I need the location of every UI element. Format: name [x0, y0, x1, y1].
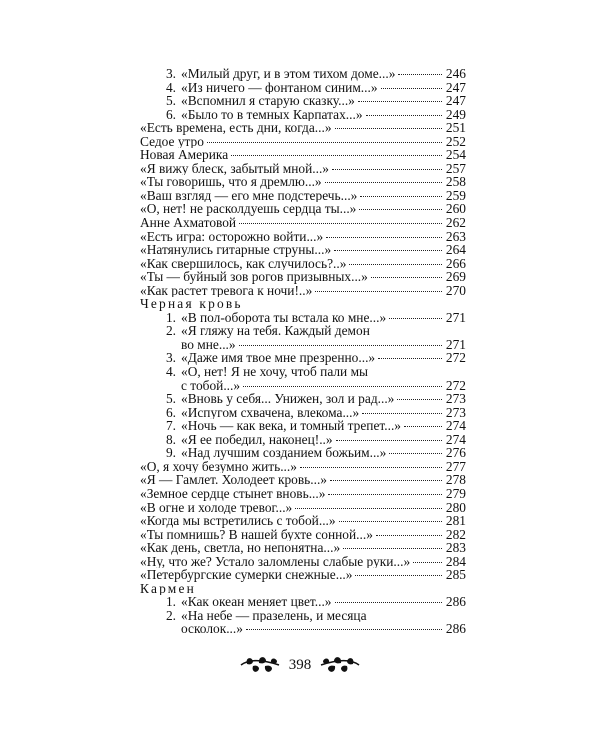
toc-entry — [140, 230, 466, 244]
entry-number: 7. — [165, 418, 176, 434]
entry-title: Седое утро — [140, 134, 204, 149]
entry-page: 263 — [445, 228, 466, 244]
entry-title: с тобой...» — [181, 378, 241, 393]
dot-leader — [381, 88, 442, 89]
entry-number: 1. — [165, 309, 176, 325]
toc-entry — [140, 135, 466, 149]
section-heading — [140, 582, 466, 596]
toc-entry — [140, 284, 466, 298]
entry-title: «На небе — празелень, и месяца — [181, 608, 367, 623]
entry-number: 9. — [165, 445, 176, 461]
entry-page: 258 — [445, 174, 466, 190]
entry-title: «Петербургские сумерки снежные...» — [140, 568, 353, 582]
toc-entry — [140, 487, 466, 501]
dot-leader — [336, 440, 442, 441]
entry-page: 266 — [445, 255, 466, 271]
entry-page: 269 — [445, 269, 466, 285]
dot-leader — [398, 74, 442, 75]
dot-leader — [330, 480, 442, 481]
dot-leader — [239, 345, 442, 346]
entry-page: 286 — [445, 621, 466, 637]
dot-leader — [349, 264, 442, 265]
toc-entry — [140, 108, 466, 122]
entry-page: 247 — [445, 79, 466, 95]
entry-page: 270 — [445, 282, 466, 298]
section-title: Кармен — [140, 581, 196, 596]
toc-entry — [140, 338, 466, 352]
toc-entry — [140, 541, 466, 555]
section-heading — [140, 297, 466, 311]
entry-page: 259 — [445, 187, 466, 203]
toc-entry — [140, 81, 466, 95]
dot-leader — [207, 142, 442, 143]
dot-leader — [355, 575, 442, 576]
entry-number: 6. — [165, 404, 176, 420]
entry-page: 282 — [445, 526, 466, 542]
toc-entry — [140, 392, 466, 406]
toc-entry — [140, 568, 466, 582]
entry-page: 276 — [445, 445, 466, 461]
entry-page: 279 — [445, 485, 466, 501]
entry-page: 271 — [445, 336, 466, 352]
dot-leader — [315, 291, 442, 292]
entry-page: 257 — [445, 160, 466, 176]
toc-entry — [140, 446, 466, 460]
toc-entry — [140, 189, 466, 203]
entry-page: 262 — [445, 215, 466, 231]
entry-number: 4. — [165, 364, 176, 380]
entry-number: 3. — [165, 66, 176, 81]
entry-title: «Вновь у себя... Унижен, зол и рад...» — [181, 392, 395, 406]
leaf-ornament-icon — [319, 655, 361, 675]
toc-entry — [140, 595, 466, 609]
entry-page: 254 — [445, 147, 466, 163]
dot-leader — [325, 182, 442, 183]
dot-leader — [366, 115, 442, 116]
toc-entry — [140, 351, 466, 365]
dot-leader — [334, 250, 442, 251]
entry-title: «Испугом схвачена, влекома...» — [181, 405, 360, 420]
entry-title: «Я гляжу на тебя. Каждый демон — [181, 324, 370, 338]
entry-title: «Как растет тревога к ночи!..» — [140, 283, 313, 298]
entry-page: 260 — [445, 201, 466, 217]
toc-entry — [140, 311, 466, 325]
toc-entry — [140, 528, 466, 542]
entry-title: «Ваш взгляд — его мне подстеречь...» — [140, 188, 358, 203]
entry-page: 247 — [445, 93, 466, 109]
entry-title: «Из ничего — фонтаном синим...» — [181, 80, 378, 95]
section-title: Черная кровь — [140, 297, 243, 311]
entry-title: «Милый друг, и в этом тихом доме...» — [181, 67, 396, 81]
dot-leader — [239, 223, 442, 224]
entry-title: «О, нет! Я не хочу, чтоб пали мы — [181, 365, 369, 379]
entry-number: 6. — [165, 106, 176, 122]
dot-leader — [359, 209, 442, 210]
entry-number: 4. — [165, 79, 176, 95]
entry-page: 280 — [445, 499, 466, 515]
entry-title: «Ты помнишь? В нашей бухте сонной...» — [140, 527, 373, 542]
toc-entry — [140, 324, 466, 338]
dot-leader — [335, 128, 442, 129]
entry-title: «Натянулись гитарные струны...» — [140, 243, 332, 257]
table-of-contents — [140, 67, 466, 636]
dot-leader — [376, 535, 442, 536]
entry-number: 2. — [165, 323, 176, 339]
dot-leader — [326, 237, 442, 238]
entry-title: «Я вижу блеск, забытый мной...» — [140, 161, 329, 176]
toc-entry — [140, 175, 466, 189]
toc-entry — [140, 406, 466, 420]
entry-page: 271 — [445, 309, 466, 325]
entry-number: 1. — [165, 594, 176, 610]
entry-title: «Когда мы встретились с тобой...» — [140, 514, 336, 528]
toc-entry — [140, 460, 466, 474]
entry-title: «Как свершилось, как случилось?..» — [140, 256, 347, 271]
entry-page: 286 — [445, 594, 466, 610]
entry-number: 5. — [165, 391, 176, 407]
entry-number: 2. — [165, 607, 176, 623]
toc-entry — [140, 67, 466, 81]
toc-entry — [140, 94, 466, 108]
dot-leader — [343, 548, 442, 549]
entry-title: «Есть игра: осторожно войти...» — [140, 229, 324, 244]
entry-title: Анне Ахматовой — [140, 216, 237, 230]
entry-number: 5. — [165, 93, 176, 109]
dot-leader — [300, 467, 442, 468]
entry-page: 272 — [445, 377, 466, 393]
toc-entry — [140, 622, 466, 636]
entry-page: 252 — [445, 133, 466, 149]
dot-leader — [339, 521, 442, 522]
toc-entry — [140, 609, 466, 623]
dot-leader — [360, 196, 442, 197]
dot-leader — [397, 399, 442, 400]
entry-title: «Было то в темных Карпатах...» — [181, 107, 363, 122]
entry-number: 8. — [165, 431, 176, 447]
page-footer — [0, 650, 600, 680]
entry-title: «Вспомнил я старую сказку...» — [181, 94, 355, 108]
dot-leader — [335, 602, 443, 603]
dot-leader — [332, 169, 442, 170]
dot-leader — [362, 413, 442, 414]
toc-entry — [140, 202, 466, 216]
toc-entry — [140, 433, 466, 447]
toc-entry — [140, 365, 466, 379]
entry-page: 285 — [445, 567, 466, 583]
entry-page: 272 — [445, 350, 466, 366]
entry-title: «Ты — буйный зов рогов призывных...» — [140, 270, 368, 284]
entry-title: «В огне и холоде тревог...» — [140, 500, 293, 515]
entry-title: «Земное сердце стынет вновь...» — [140, 486, 326, 501]
toc-entry — [140, 555, 466, 569]
toc-entry — [140, 379, 466, 393]
toc-entry — [140, 162, 466, 176]
toc-entry — [140, 473, 466, 487]
entry-title: «Ну, что же? Устало заломлены слабые руки...» — [140, 554, 411, 569]
dot-leader — [246, 629, 442, 630]
entry-title: «Как океан меняет цвет...» — [181, 595, 332, 609]
dot-leader — [295, 508, 442, 509]
entry-title: «В пол-оборота ты встала ко мне...» — [181, 310, 387, 325]
dot-leader — [413, 562, 442, 563]
dot-leader — [358, 101, 442, 102]
entry-page: 273 — [445, 391, 466, 407]
entry-title: «Я ее победил, наконец!..» — [181, 432, 333, 447]
entry-title: «Есть времена, есть дни, когда...» — [140, 121, 332, 135]
dot-leader — [389, 318, 442, 319]
entry-title: «Ты говоришь, что я дремлю...» — [140, 175, 322, 189]
entry-title: «Я — Гамлет. Холодеет кровь...» — [140, 473, 328, 487]
page-number: 398 — [288, 656, 312, 673]
dot-leader — [371, 277, 442, 278]
entry-title: «О, я хочу безумно жить...» — [140, 459, 297, 474]
entry-page: 264 — [445, 242, 466, 258]
dot-leader — [378, 358, 442, 359]
entry-title: «Ночь — как века, и томный трепет...» — [181, 419, 401, 433]
entry-title: осколок...» — [181, 622, 243, 636]
dot-leader — [404, 426, 442, 427]
dot-leader — [243, 386, 442, 387]
dot-leader — [328, 494, 442, 495]
entry-page: 274 — [445, 431, 466, 447]
toc-entry — [140, 148, 466, 162]
entry-title: «О, нет! не расколдуешь сердца ты...» — [140, 202, 357, 217]
entry-page: 284 — [445, 553, 466, 569]
dot-leader — [231, 155, 442, 156]
entry-page: 281 — [445, 513, 466, 529]
toc-entry — [140, 243, 466, 257]
entry-page: 251 — [445, 120, 466, 136]
entry-title: «Даже имя твое мне презренно...» — [181, 351, 376, 366]
toc-entry — [140, 270, 466, 284]
leaf-ornament-icon — [239, 655, 281, 675]
toc-entry — [140, 419, 466, 433]
entry-page: 278 — [445, 472, 466, 488]
entry-number: 3. — [165, 350, 176, 366]
entry-page: 273 — [445, 404, 466, 420]
entry-page: 246 — [445, 66, 466, 81]
entry-page: 249 — [445, 106, 466, 122]
entry-page: 283 — [445, 540, 466, 556]
toc-entry — [140, 501, 466, 515]
toc-entry — [140, 257, 466, 271]
entry-title: во мне...» — [181, 337, 236, 352]
entry-title: «Над лучшим созданием божьим...» — [181, 446, 387, 460]
entry-title: «Как день, светла, но непонятна...» — [140, 541, 341, 555]
entry-page: 274 — [445, 418, 466, 434]
entry-page: 277 — [445, 458, 466, 474]
dot-leader — [389, 453, 442, 454]
toc-entry — [140, 216, 466, 230]
toc-entry — [140, 514, 466, 528]
entry-title: Новая Америка — [140, 148, 229, 162]
toc-entry — [140, 121, 466, 135]
